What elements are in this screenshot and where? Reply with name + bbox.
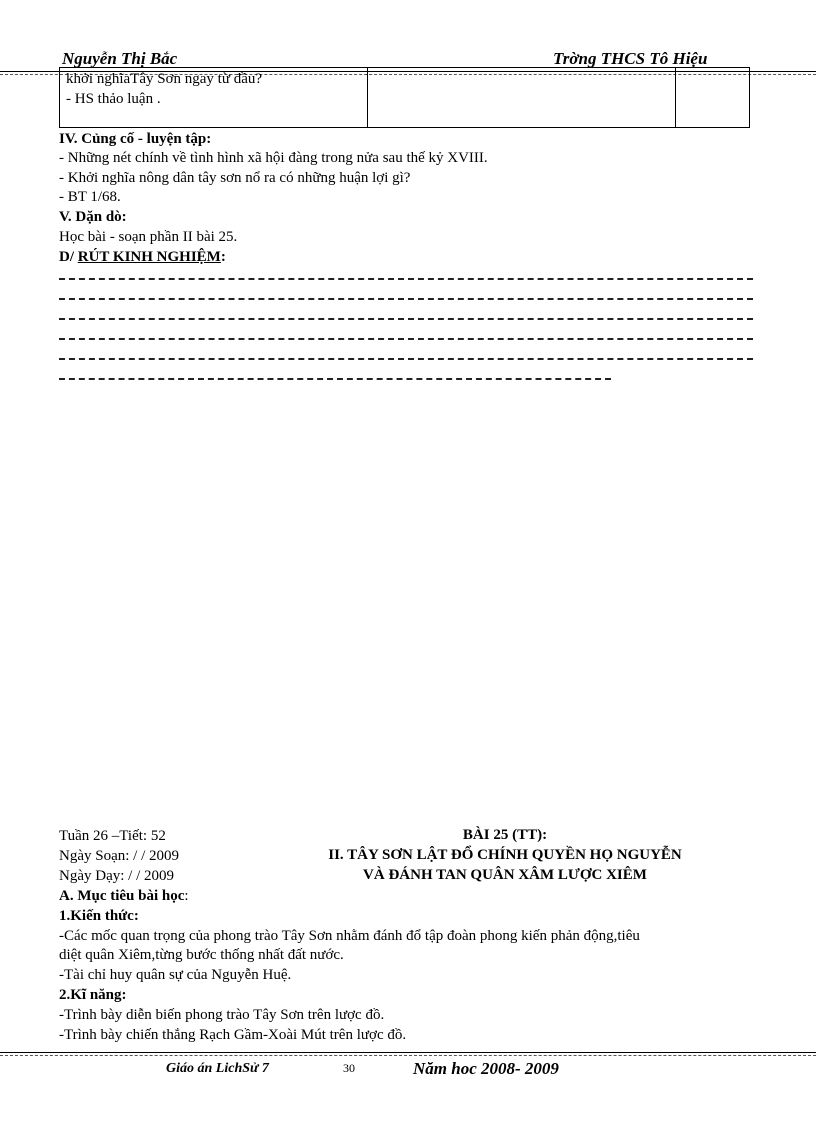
- section-iv-item: - Khởi nghĩa nông dân tây sơn nổ ra có những huận lợi gì?: [59, 170, 411, 186]
- lesson-number: BÀI 25 (TT):: [462, 827, 548, 843]
- footer-year: Năm hoc 2008- 2009: [413, 1059, 559, 1078]
- table-cell-content: [60, 68, 368, 127]
- footer-subject: Giáo án LichSử 7: [166, 1061, 269, 1076]
- section-d-prefix: D/: [59, 249, 78, 265]
- section-iv-heading: IV. Củng cố - luyện tập:: [59, 131, 212, 147]
- table-cell-empty: [368, 68, 676, 127]
- footer-rule: [0, 1052, 816, 1053]
- lesson-title-line1: II. TÂY SƠN LẬT ĐỔ CHÍNH QUYỀN HỌ NGUYỄN: [328, 847, 682, 863]
- section-iv-item: - Những nét chính về tình hình xã hội đàng trong nửa sau thế kỷ XVIII.: [59, 150, 488, 166]
- table-cell-line: - HS thảo luận .: [66, 91, 161, 107]
- section-v-text: Học bài - soạn phần II bài 25.: [59, 229, 238, 245]
- lesson-title-line2: VÀ ĐÁNH TAN QUÂN XÂM LƯỢC XIÊM: [363, 867, 647, 883]
- knowledge-heading: 1.Kiến thức:: [59, 908, 139, 924]
- objectives-heading-text: A. Mục tiêu bài học: [59, 888, 185, 904]
- section-d-heading: [59, 248, 226, 267]
- objectives-heading: [59, 887, 189, 906]
- knowledge-item: diệt quân Xiêm,từng bước thống nhất đất nước.: [59, 947, 344, 963]
- section-iv-item: - BT 1/68.: [59, 189, 121, 205]
- lesson-week: Tuần 26 –Tiết: 52: [59, 828, 166, 844]
- notes-dashed-line: [59, 358, 753, 360]
- notes-dashed-line: [59, 318, 753, 320]
- footer-rule-dashed: [0, 1055, 816, 1056]
- header-school: Trờng THCS Tô Hiệu: [553, 49, 708, 68]
- notes-dashed-line: [59, 338, 753, 340]
- lesson-prep-date: Ngày Soạn: / / 2009: [59, 848, 179, 864]
- header-author: Nguyễn Thị Bắc: [62, 49, 178, 68]
- lesson-table: [59, 67, 750, 128]
- notes-dashed-line: [59, 378, 611, 380]
- section-d-suffix: :: [220, 249, 226, 265]
- notes-dashed-line: [59, 278, 753, 280]
- skills-item: -Trình bày diễn biến phong trào Tây Sơn trên lược đồ.: [59, 1007, 385, 1023]
- section-d-title: RÚT KINH NGHIỆM: [77, 249, 221, 265]
- table-cell-empty: [676, 68, 751, 127]
- skills-heading: 2.Kĩ năng:: [59, 987, 127, 1003]
- table-cell-line: khởi nghĩaTây Sơn ngay từ đầu?: [66, 71, 263, 87]
- skills-item: -Trình bày chiến thắng Rạch Gầm-Xoài Mút trên lược đồ.: [59, 1027, 407, 1043]
- notes-dashed-line: [59, 298, 753, 300]
- section-v-heading: V. Dặn dò:: [59, 209, 127, 225]
- knowledge-item: -Tài chỉ huy quân sự của Nguyễn Huệ.: [59, 967, 292, 983]
- knowledge-item: -Các mốc quan trọng của phong trào Tây Sơn nhằm đánh đổ tập đoàn phong kiến phản động,tiêu: [59, 928, 640, 944]
- objectives-heading-suffix: :: [184, 888, 189, 904]
- lesson-teach-date: Ngày Dạy: / / 2009: [59, 868, 174, 884]
- footer-page-number: 30: [343, 1061, 355, 1075]
